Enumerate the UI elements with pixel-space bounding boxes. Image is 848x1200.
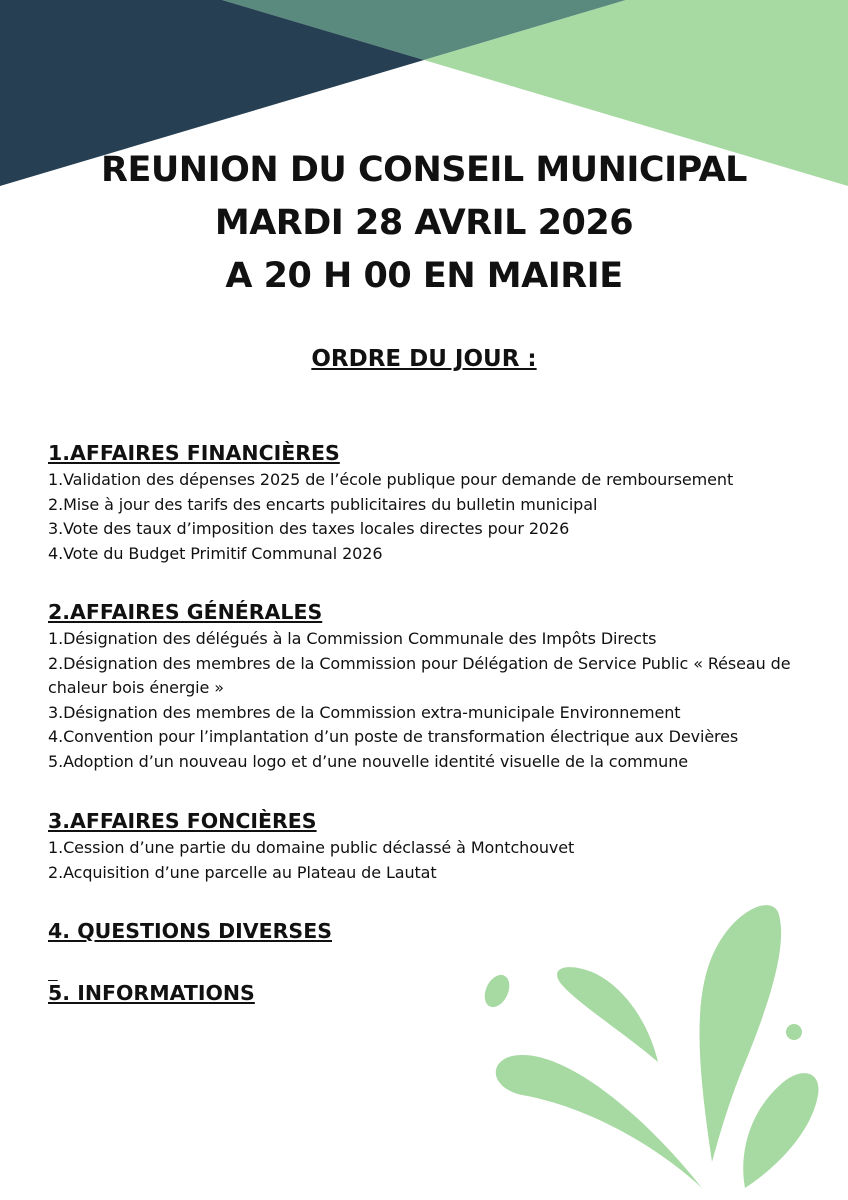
section-title: 2.AFFAIRES GÉNÉRALES [48,600,323,624]
meeting-date-line: MARDI 28 AVRIL 2026 [214,203,634,243]
section-title: 5. INFORMATIONS [48,981,255,1005]
section-title: 1.AFFAIRES FINANCIÈRES [48,441,340,465]
agenda-item: 4.Convention pour l’implantation d’un poste de transformation électrique aux Devières [48,727,739,746]
section-financial-affairs [48,438,828,566]
section-general-affairs [48,597,828,774]
agenda-item: 2.Acquisition d’une parcelle au Plateau de Lautat [48,862,437,882]
agenda-item: 3.Vote des taux d’imposition des taxes locales directes pour 2026 [48,519,570,538]
section-title: 4. QUESTIONS DIVERSES [48,919,332,943]
agenda-item: 4.Vote du Budget Primitif Communal 2026 [48,543,383,563]
agenda-item: 1.Validation des dépenses 2025 de l’école publique pour demande de remboursement [48,470,734,489]
leaf-drop-right [786,1024,802,1040]
leaf-lower-left [496,1055,702,1188]
section-item-list [48,836,828,885]
agenda-heading: ORDRE DU JOUR : [311,346,537,372]
section-title: 3.AFFAIRES FONCIÈRES [48,809,317,833]
agenda-item: 1.Désignation des délégués à la Commission Communale des Impôts Directs [48,629,657,648]
section-item-list [48,627,828,774]
meeting-title-line-1: REUNION DU CONSEIL MUNICIPAL [101,150,747,190]
agenda-item: 2.Mise à jour des tarifs des encarts publicitaires du bulletin municipal [48,494,598,514]
leaf-right [743,1073,818,1188]
agenda-item: 1.Cession d’une partie du domaine public déclassé à Montchouvet [48,838,575,857]
agenda-item: 3.Désignation des membres de la Commission extra-municipale Environnement [48,702,681,722]
leaf-splash-decoration [480,905,819,1188]
section-land-affairs [48,806,828,885]
section-item-list [48,468,828,566]
agenda-item: 5.Adoption d’un nouveau logo et d’une nouvelle identité visuelle de la commune [48,751,688,771]
meeting-time-place-line: A 20 H 00 EN MAIRIE [225,256,623,296]
section-informations [48,978,828,1008]
section-miscellaneous-questions [48,916,828,946]
agenda-item: 2.Désignation des membres de la Commission pour Délégation de Service Public « Réseau de chaleur bois énergie » [48,653,791,697]
